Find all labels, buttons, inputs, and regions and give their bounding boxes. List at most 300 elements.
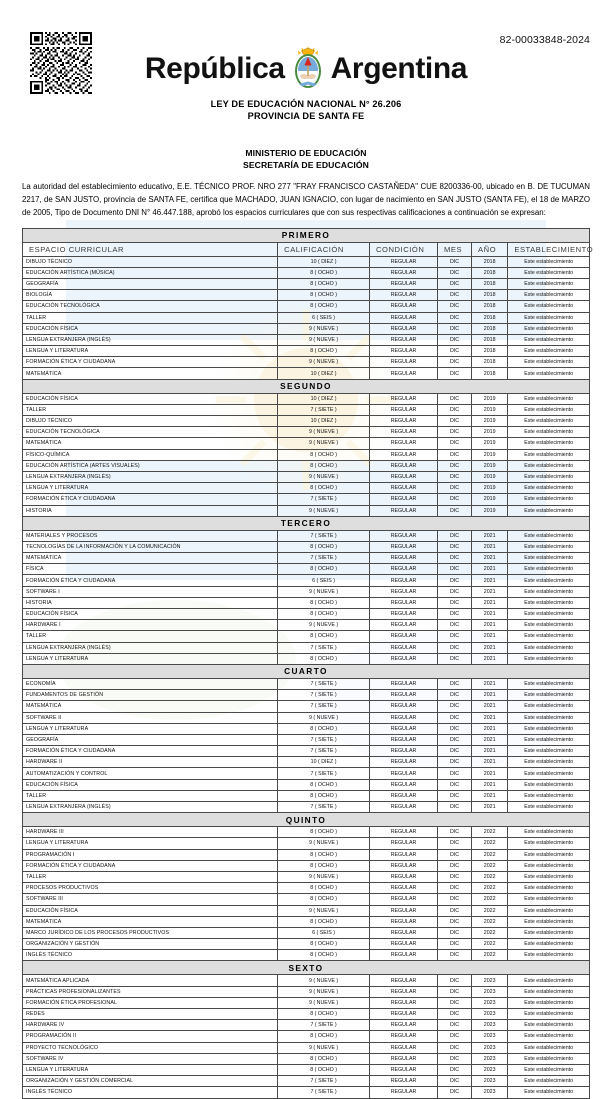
table-row: [23, 1053, 590, 1064]
cell-mes: DIC: [438, 701, 472, 712]
cell-mes: DIC: [438, 790, 472, 801]
cell-establecimiento: Este establecimiento: [508, 575, 590, 586]
cell-establecimiento: Este establecimiento: [508, 553, 590, 564]
cell-anio: 2021: [472, 768, 508, 779]
year-band-row: [23, 813, 590, 827]
cell-establecimiento: Este establecimiento: [508, 790, 590, 801]
cell-anio: 2021: [472, 802, 508, 813]
cell-anio: 2019: [472, 483, 508, 494]
table-row: [23, 653, 590, 664]
cell-espacio-curricular: BIOLOGÍA: [23, 290, 278, 301]
cell-mes: DIC: [438, 723, 472, 734]
year-label: SEGUNDO: [23, 379, 590, 393]
cell-condicion: REGULAR: [370, 471, 438, 482]
cell-calificacion: 9 ( NUEVE ): [278, 427, 370, 438]
cell-mes: DIC: [438, 883, 472, 894]
cell-establecimiento: Este establecimiento: [508, 802, 590, 813]
cell-condicion: REGULAR: [370, 849, 438, 860]
cell-mes: DIC: [438, 586, 472, 597]
cell-calificacion: 8 ( OCHO ): [278, 483, 370, 494]
cell-anio: 2018: [472, 312, 508, 323]
cell-anio: 2021: [472, 746, 508, 757]
cell-espacio-curricular: PROGRAMACIÓN I: [23, 849, 278, 860]
cell-anio: 2021: [472, 790, 508, 801]
cell-calificacion: 7 ( SIETE ): [278, 768, 370, 779]
cell-calificacion: 8 ( OCHO ): [278, 449, 370, 460]
cell-calificacion: 9 ( NUEVE ): [278, 871, 370, 882]
cell-espacio-curricular: FORMACIÓN ÉTICA Y CIUDADANA: [23, 746, 278, 757]
cell-anio: 2023: [472, 975, 508, 986]
cell-establecimiento: Este establecimiento: [508, 975, 590, 986]
cell-establecimiento: Este establecimiento: [508, 620, 590, 631]
cell-anio: 2018: [472, 357, 508, 368]
cell-condicion: REGULAR: [370, 894, 438, 905]
table-row: [23, 404, 590, 415]
cell-condicion: REGULAR: [370, 267, 438, 278]
cell-calificacion: 6 ( SEIS ): [278, 575, 370, 586]
cell-condicion: REGULAR: [370, 564, 438, 575]
column-header: ESTABLECIMIENTO: [508, 242, 590, 256]
cell-anio: 2022: [472, 871, 508, 882]
cell-calificacion: 8 ( OCHO ): [278, 631, 370, 642]
cell-anio: 2021: [472, 586, 508, 597]
cell-calificacion: 8 ( OCHO ): [278, 790, 370, 801]
cell-establecimiento: Este establecimiento: [508, 997, 590, 1008]
cell-mes: DIC: [438, 746, 472, 757]
cell-calificacion: 9 ( NUEVE ): [278, 323, 370, 334]
cell-calificacion: 9 ( NUEVE ): [278, 586, 370, 597]
cell-condicion: REGULAR: [370, 427, 438, 438]
cell-espacio-curricular: HARDWARE II: [23, 757, 278, 768]
cell-anio: 2019: [472, 505, 508, 516]
table-row: [23, 427, 590, 438]
cell-establecimiento: Este establecimiento: [508, 597, 590, 608]
cell-calificacion: 9 ( NUEVE ): [278, 505, 370, 516]
cell-calificacion: 9 ( NUEVE ): [278, 334, 370, 345]
cell-establecimiento: Este establecimiento: [508, 860, 590, 871]
cell-calificacion: 8 ( OCHO ): [278, 1064, 370, 1075]
cell-mes: DIC: [438, 346, 472, 357]
cell-espacio-curricular: SOFTWARE IV: [23, 1053, 278, 1064]
cell-establecimiento: Este establecimiento: [508, 483, 590, 494]
table-row: [23, 1087, 590, 1098]
cell-espacio-curricular: EDUCACIÓN FÍSICA: [23, 323, 278, 334]
cell-espacio-curricular: TECNOLOGÍAS DE LA INFORMACIÓN Y LA COMUNICACIÓN: [23, 541, 278, 552]
cell-condicion: REGULAR: [370, 653, 438, 664]
cell-establecimiento: Este establecimiento: [508, 471, 590, 482]
cell-espacio-curricular: MATEMÁTICA: [23, 916, 278, 927]
cell-establecimiento: Este establecimiento: [508, 393, 590, 404]
cell-mes: DIC: [438, 427, 472, 438]
cell-calificacion: 9 ( NUEVE ): [278, 986, 370, 997]
cell-espacio-curricular: SOFTWARE III: [23, 894, 278, 905]
cell-condicion: REGULAR: [370, 927, 438, 938]
cell-calificacion: 6 ( SEIS ): [278, 312, 370, 323]
cell-espacio-curricular: FÍSICO-QUÍMICA: [23, 449, 278, 460]
cell-anio: 2021: [472, 690, 508, 701]
cell-mes: DIC: [438, 494, 472, 505]
cell-condicion: REGULAR: [370, 779, 438, 790]
table-row: [23, 301, 590, 312]
cell-espacio-curricular: HISTORIA: [23, 597, 278, 608]
table-row: [23, 357, 590, 368]
cell-establecimiento: Este establecimiento: [508, 416, 590, 427]
cell-espacio-curricular: ORGANIZACIÓN Y GESTIÓN COMERCIAL: [23, 1076, 278, 1087]
cell-calificacion: 8 ( OCHO ): [278, 779, 370, 790]
table-row: [23, 346, 590, 357]
cell-mes: DIC: [438, 553, 472, 564]
cell-condicion: REGULAR: [370, 827, 438, 838]
cell-mes: DIC: [438, 712, 472, 723]
cell-condicion: REGULAR: [370, 1020, 438, 1031]
law-line-2: PROVINCIA DE SANTA FE: [247, 111, 365, 122]
cell-mes: DIC: [438, 1020, 472, 1031]
cell-espacio-curricular: EDUCACIÓN FÍSICA: [23, 393, 278, 404]
cell-condicion: REGULAR: [370, 1009, 438, 1020]
cell-anio: 2022: [472, 883, 508, 894]
cell-mes: DIC: [438, 1042, 472, 1053]
cell-condicion: REGULAR: [370, 505, 438, 516]
cell-condicion: REGULAR: [370, 346, 438, 357]
cell-mes: DIC: [438, 860, 472, 871]
table-row: [23, 267, 590, 278]
cell-establecimiento: Este establecimiento: [508, 653, 590, 664]
cell-calificacion: 7 ( SIETE ): [278, 404, 370, 415]
cell-condicion: REGULAR: [370, 460, 438, 471]
cell-espacio-curricular: HARDWARE IV: [23, 1020, 278, 1031]
table-row: [23, 1009, 590, 1020]
cell-anio: 2022: [472, 916, 508, 927]
cell-mes: DIC: [438, 642, 472, 653]
table-row: [23, 460, 590, 471]
cell-calificacion: 7 ( SIETE ): [278, 642, 370, 653]
table-row: [23, 575, 590, 586]
cell-condicion: REGULAR: [370, 838, 438, 849]
cell-calificacion: 9 ( NUEVE ): [278, 997, 370, 1008]
cell-condicion: REGULAR: [370, 449, 438, 460]
cell-condicion: REGULAR: [370, 393, 438, 404]
cell-condicion: REGULAR: [370, 530, 438, 541]
cell-espacio-curricular: ECONOMÍA: [23, 678, 278, 689]
cell-espacio-curricular: MATEMÁTICA: [23, 368, 278, 379]
cell-anio: 2023: [472, 1020, 508, 1031]
cell-mes: DIC: [438, 290, 472, 301]
cell-establecimiento: Este establecimiento: [508, 871, 590, 882]
table-row: [23, 849, 590, 860]
table-row: [23, 690, 590, 701]
cell-establecimiento: Este establecimiento: [508, 1009, 590, 1020]
year-band-row: [23, 664, 590, 678]
cell-mes: DIC: [438, 1076, 472, 1087]
cell-establecimiento: Este establecimiento: [508, 256, 590, 267]
cell-mes: DIC: [438, 278, 472, 289]
table-row: [23, 905, 590, 916]
cell-calificacion: 7 ( SIETE ): [278, 494, 370, 505]
cell-calificacion: 8 ( OCHO ): [278, 827, 370, 838]
cell-anio: 2018: [472, 301, 508, 312]
cell-establecimiento: Este establecimiento: [508, 334, 590, 345]
year-band-row: [23, 961, 590, 975]
cell-condicion: REGULAR: [370, 438, 438, 449]
cell-mes: DIC: [438, 849, 472, 860]
cell-espacio-curricular: TALLER: [23, 871, 278, 882]
table-row: [23, 746, 590, 757]
cell-condicion: REGULAR: [370, 678, 438, 689]
cell-establecimiento: Este establecimiento: [508, 1020, 590, 1031]
table-row: [23, 586, 590, 597]
grades-table: [22, 228, 594, 1099]
table-row: [23, 483, 590, 494]
cell-mes: DIC: [438, 653, 472, 664]
cell-calificacion: 10 ( DIEZ ): [278, 757, 370, 768]
cell-espacio-curricular: LENGUA Y LITERATURA: [23, 1064, 278, 1075]
cell-anio: 2022: [472, 860, 508, 871]
table-row: [23, 471, 590, 482]
cell-calificacion: 8 ( OCHO ): [278, 346, 370, 357]
cell-anio: 2021: [472, 653, 508, 664]
cell-anio: 2019: [472, 460, 508, 471]
cell-establecimiento: Este establecimiento: [508, 1031, 590, 1042]
cell-mes: DIC: [438, 575, 472, 586]
cell-establecimiento: Este establecimiento: [508, 346, 590, 357]
table-row: [23, 838, 590, 849]
cell-anio: 2021: [472, 609, 508, 620]
cell-espacio-curricular: GEOGRAFÍA: [23, 734, 278, 745]
table-row: [23, 553, 590, 564]
cell-condicion: REGULAR: [370, 290, 438, 301]
cell-mes: DIC: [438, 460, 472, 471]
cell-condicion: REGULAR: [370, 620, 438, 631]
cell-condicion: REGULAR: [370, 575, 438, 586]
cell-calificacion: 9 ( NUEVE ): [278, 1042, 370, 1053]
table-row: [23, 323, 590, 334]
cell-mes: DIC: [438, 950, 472, 961]
cell-mes: DIC: [438, 620, 472, 631]
cell-establecimiento: Este establecimiento: [508, 438, 590, 449]
cell-calificacion: 8 ( OCHO ): [278, 1009, 370, 1020]
cell-anio: 2019: [472, 494, 508, 505]
cell-anio: 2018: [472, 278, 508, 289]
table-row: [23, 541, 590, 552]
cell-mes: DIC: [438, 301, 472, 312]
cell-anio: 2019: [472, 438, 508, 449]
cell-establecimiento: Este establecimiento: [508, 278, 590, 289]
table-row: [23, 642, 590, 653]
cell-condicion: REGULAR: [370, 404, 438, 415]
cell-calificacion: 7 ( SIETE ): [278, 678, 370, 689]
cell-calificacion: 8 ( OCHO ): [278, 653, 370, 664]
cell-calificacion: 7 ( SIETE ): [278, 802, 370, 813]
cell-espacio-curricular: MATEMÁTICA APLICADA: [23, 975, 278, 986]
cell-condicion: REGULAR: [370, 1076, 438, 1087]
cell-espacio-curricular: ORGANIZACIÓN Y GESTIÓN: [23, 939, 278, 950]
cell-espacio-curricular: FORMACIÓN ÉTICA Y CIUDADANA: [23, 494, 278, 505]
cell-espacio-curricular: MARCO JURÍDICO DE LOS PROCESOS PRODUCTIVOS: [23, 927, 278, 938]
cell-calificacion: 7 ( SIETE ): [278, 1020, 370, 1031]
cell-espacio-curricular: EDUCACIÓN FÍSICA: [23, 905, 278, 916]
cell-espacio-curricular: FORMACIÓN ÉTICA Y CIUDADANA: [23, 860, 278, 871]
table-row: [23, 530, 590, 541]
document-header: [0, 0, 612, 132]
column-header: ESPACIO CURRICULAR: [23, 242, 278, 256]
cell-mes: DIC: [438, 323, 472, 334]
cell-espacio-curricular: LENGUA Y LITERATURA: [23, 346, 278, 357]
cell-espacio-curricular: DIBUJO TÉCNICO: [23, 416, 278, 427]
cell-establecimiento: Este establecimiento: [508, 1076, 590, 1087]
cell-condicion: REGULAR: [370, 723, 438, 734]
cell-anio: 2023: [472, 1064, 508, 1075]
cell-mes: DIC: [438, 975, 472, 986]
cell-espacio-curricular: PROGRAMACIÓN II: [23, 1031, 278, 1042]
cell-condicion: REGULAR: [370, 746, 438, 757]
cell-anio: 2022: [472, 849, 508, 860]
cell-espacio-curricular: MATEMÁTICA: [23, 701, 278, 712]
cell-condicion: REGULAR: [370, 642, 438, 653]
cell-condicion: REGULAR: [370, 323, 438, 334]
cell-condicion: REGULAR: [370, 939, 438, 950]
cell-condicion: REGULAR: [370, 1031, 438, 1042]
cell-mes: DIC: [438, 871, 472, 882]
cell-anio: 2021: [472, 597, 508, 608]
cell-anio: 2022: [472, 950, 508, 961]
cell-espacio-curricular: HISTORIA: [23, 505, 278, 516]
cell-espacio-curricular: FORMACIÓN ÉTICA Y CIUDADANA: [23, 357, 278, 368]
cell-espacio-curricular: REDES: [23, 1009, 278, 1020]
cell-mes: DIC: [438, 690, 472, 701]
cell-mes: DIC: [438, 416, 472, 427]
table-row: [23, 505, 590, 516]
cell-anio: 2021: [472, 575, 508, 586]
cell-establecimiento: Este establecimiento: [508, 950, 590, 961]
cell-anio: 2021: [472, 678, 508, 689]
cell-calificacion: 8 ( OCHO ): [278, 278, 370, 289]
cell-calificacion: 8 ( OCHO ): [278, 290, 370, 301]
cell-condicion: REGULAR: [370, 312, 438, 323]
table-row: [23, 312, 590, 323]
cell-mes: DIC: [438, 483, 472, 494]
cell-mes: DIC: [438, 564, 472, 575]
cell-establecimiento: Este establecimiento: [508, 927, 590, 938]
cell-mes: DIC: [438, 404, 472, 415]
table-row: [23, 1042, 590, 1053]
table-row: [23, 1031, 590, 1042]
cell-establecimiento: Este establecimiento: [508, 939, 590, 950]
cell-establecimiento: Este establecimiento: [508, 460, 590, 471]
cell-mes: DIC: [438, 905, 472, 916]
cell-establecimiento: Este establecimiento: [508, 849, 590, 860]
cell-condicion: REGULAR: [370, 860, 438, 871]
cell-condicion: REGULAR: [370, 1087, 438, 1098]
table-row: [23, 597, 590, 608]
cell-espacio-curricular: SOFTWARE I: [23, 586, 278, 597]
table-row: [23, 416, 590, 427]
cell-calificacion: 7 ( SIETE ): [278, 1076, 370, 1087]
cell-condicion: REGULAR: [370, 701, 438, 712]
cell-anio: 2018: [472, 368, 508, 379]
cell-establecimiento: Este establecimiento: [508, 678, 590, 689]
cell-establecimiento: Este establecimiento: [508, 690, 590, 701]
cell-espacio-curricular: LENGUA EXTRANJERA (INGLÉS): [23, 471, 278, 482]
cell-espacio-curricular: HARDWARE III: [23, 827, 278, 838]
republic-word-right: Argentina: [330, 52, 468, 85]
cell-mes: DIC: [438, 438, 472, 449]
cell-calificacion: 8 ( OCHO ): [278, 849, 370, 860]
cell-establecimiento: Este establecimiento: [508, 427, 590, 438]
cell-anio: 2023: [472, 1076, 508, 1087]
table-row: [23, 916, 590, 927]
table-row: [23, 790, 590, 801]
cell-calificacion: 9 ( NUEVE ): [278, 357, 370, 368]
cell-mes: DIC: [438, 939, 472, 950]
cell-calificacion: 8 ( OCHO ): [278, 267, 370, 278]
cell-mes: DIC: [438, 997, 472, 1008]
cell-espacio-curricular: MATEMÁTICA: [23, 553, 278, 564]
cell-establecimiento: Este establecimiento: [508, 1053, 590, 1064]
cell-condicion: REGULAR: [370, 553, 438, 564]
cell-condicion: REGULAR: [370, 609, 438, 620]
cell-establecimiento: Este establecimiento: [508, 827, 590, 838]
column-header: MES: [438, 242, 472, 256]
cell-establecimiento: Este establecimiento: [508, 1087, 590, 1098]
cell-anio: 2018: [472, 346, 508, 357]
table-row: [23, 883, 590, 894]
cell-condicion: REGULAR: [370, 1042, 438, 1053]
cell-mes: DIC: [438, 1053, 472, 1064]
cell-calificacion: 7 ( SIETE ): [278, 530, 370, 541]
cell-condicion: REGULAR: [370, 916, 438, 927]
cell-condicion: REGULAR: [370, 871, 438, 882]
table-row: [23, 734, 590, 745]
cell-anio: 2021: [472, 541, 508, 552]
cell-anio: 2019: [472, 404, 508, 415]
cell-condicion: REGULAR: [370, 997, 438, 1008]
table-row: [23, 997, 590, 1008]
cell-espacio-curricular: LENGUA EXTRANJERA (INGLÉS): [23, 334, 278, 345]
table-row: [23, 256, 590, 267]
cell-anio: 2021: [472, 723, 508, 734]
cell-mes: DIC: [438, 768, 472, 779]
cell-calificacion: 10 ( DIEZ ): [278, 416, 370, 427]
cell-anio: 2023: [472, 997, 508, 1008]
cell-anio: 2022: [472, 894, 508, 905]
cell-establecimiento: Este establecimiento: [508, 838, 590, 849]
table-row: [23, 494, 590, 505]
cell-espacio-curricular: TALLER: [23, 631, 278, 642]
cell-establecimiento: Este establecimiento: [508, 541, 590, 552]
cell-mes: DIC: [438, 1064, 472, 1075]
cell-establecimiento: Este establecimiento: [508, 746, 590, 757]
cell-condicion: REGULAR: [370, 905, 438, 916]
year-label: TERCERO: [23, 516, 590, 530]
cell-anio: 2023: [472, 1009, 508, 1020]
cell-calificacion: 9 ( NUEVE ): [278, 975, 370, 986]
cell-calificacion: 10 ( DIEZ ): [278, 368, 370, 379]
cell-establecimiento: Este establecimiento: [508, 494, 590, 505]
cell-condicion: REGULAR: [370, 631, 438, 642]
cell-calificacion: 8 ( OCHO ): [278, 609, 370, 620]
cell-anio: 2022: [472, 827, 508, 838]
cell-establecimiento: Este establecimiento: [508, 368, 590, 379]
cell-anio: 2021: [472, 712, 508, 723]
cell-calificacion: 9 ( NUEVE ): [278, 838, 370, 849]
cell-condicion: REGULAR: [370, 368, 438, 379]
cell-espacio-curricular: LENGUA Y LITERATURA: [23, 723, 278, 734]
cell-espacio-curricular: FUNDAMENTOS DE GESTIÓN: [23, 690, 278, 701]
cell-establecimiento: Este establecimiento: [508, 404, 590, 415]
cell-establecimiento: Este establecimiento: [508, 642, 590, 653]
cell-condicion: REGULAR: [370, 802, 438, 813]
table-row: [23, 757, 590, 768]
